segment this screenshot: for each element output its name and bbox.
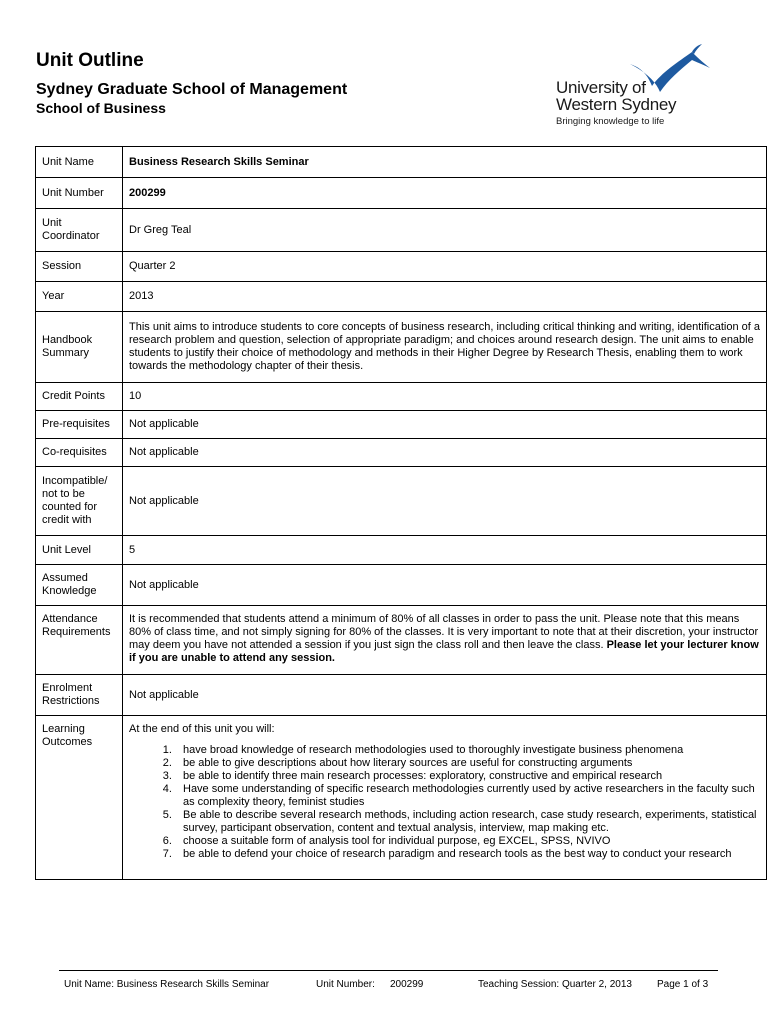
- logo-tagline: Bringing knowledge to life: [556, 116, 665, 127]
- table-row: [36, 467, 767, 536]
- list-item: 1. have broad knowledge of research methodologies used to thoroughly investigate business phenomena: [175, 744, 760, 757]
- sub-school-name: School of Business: [36, 100, 166, 116]
- footer-unit-number: 200299: [390, 979, 424, 990]
- list-item: 4. Have some understanding of specific research methodologies currently used by active researchers in the faculty such as complexity theory, feminist studies: [175, 783, 760, 809]
- table-row: [36, 178, 767, 209]
- table-row: [36, 606, 767, 675]
- footer-page-number: Page 1 of 3: [657, 979, 709, 990]
- year-label: Year: [36, 282, 123, 312]
- table-row: [36, 536, 767, 565]
- credit-points-value: 10: [123, 383, 767, 411]
- learning-outcomes-value: [123, 716, 767, 880]
- incompatible-label: Incompatible/ not to be counted for credit with: [36, 467, 123, 536]
- attendance-label: Attendance Requirements: [36, 606, 123, 675]
- session-label: Session: [36, 252, 123, 282]
- year-value: 2013: [123, 282, 767, 312]
- university-logo: [556, 42, 736, 132]
- footer-teaching-session: Teaching Session: Quarter 2, 2013: [478, 979, 632, 990]
- table-row: [36, 209, 767, 252]
- pre-requisites-label: Pre-requisites: [36, 411, 123, 439]
- table-row: [36, 383, 767, 411]
- unit-coordinator-label: Unit Coordinator: [36, 209, 123, 252]
- session-value: Quarter 2: [123, 252, 767, 282]
- table-row: [36, 282, 767, 312]
- page-title: Unit Outline: [36, 50, 144, 71]
- learning-outcomes-list: [129, 744, 760, 861]
- footer-unit-name: Unit Name: Business Research Skills Seminar: [64, 979, 270, 990]
- pre-requisites-value: Not applicable: [123, 411, 767, 439]
- table-row: [36, 716, 767, 880]
- footer-divider: [59, 970, 718, 971]
- assumed-knowledge-label: Assumed Knowledge: [36, 565, 123, 606]
- unit-level-label: Unit Level: [36, 536, 123, 565]
- logo-line-2: Western Sydney: [556, 95, 677, 114]
- credit-points-label: Credit Points: [36, 383, 123, 411]
- unit-level-value: 5: [123, 536, 767, 565]
- unit-outline-table: [35, 146, 767, 880]
- unit-name-value: Business Research Skills Seminar: [123, 147, 767, 178]
- handbook-summary-label: Handbook Summary: [36, 312, 123, 383]
- list-item: 2. be able to give descriptions about how literary sources are useful for constructing arguments: [175, 757, 760, 770]
- unit-coordinator-value: Dr Greg Teal: [123, 209, 767, 252]
- list-item: 6. choose a suitable form of analysis tool for individual purpose, eg EXCEL, SPSS, NVIVO: [175, 835, 760, 848]
- co-requisites-label: Co-requisites: [36, 439, 123, 467]
- list-item: 7. be able to defend your choice of research paradigm and research tools as the best way to conduct your research: [175, 848, 760, 861]
- enrolment-label: Enrolment Restrictions: [36, 675, 123, 716]
- table-row: [36, 675, 767, 716]
- handbook-summary-value: This unit aims to introduce students to core concepts of business research, including critical thinking and writing, identification of a research problem and question, selection of appropriate paradigm; and choices around research design. The unit aims to enable students to justify their choice of methodology and methods in their Higher Degree by Research Thesis, enabling them to work towards the methodology chapter of their thesis.: [123, 312, 767, 383]
- unit-number-label: Unit Number: [36, 178, 123, 209]
- list-item: 5. Be able to describe several research methods, including action research, case study research, experiments, statistical survey, participant observation, content and textual analysis, interview, map making etc.: [175, 809, 760, 835]
- logo-line-1: University of: [556, 78, 646, 97]
- unit-name-label: Unit Name: [36, 147, 123, 178]
- table-row: [36, 439, 767, 467]
- incompatible-value: Not applicable: [123, 467, 767, 536]
- table-row: [36, 252, 767, 282]
- unit-number-value: 200299: [123, 178, 767, 209]
- footer-unit-number-label: Unit Number:: [316, 979, 375, 990]
- assumed-knowledge-value: Not applicable: [123, 565, 767, 606]
- learning-outcomes-label: Learning Outcomes: [36, 716, 123, 880]
- co-requisites-value: Not applicable: [123, 439, 767, 467]
- table-row: [36, 147, 767, 178]
- table-row: [36, 411, 767, 439]
- table-row: [36, 565, 767, 606]
- table-row: [36, 312, 767, 383]
- school-name: Sydney Graduate School of Management: [36, 81, 348, 98]
- learning-outcomes-intro: At the end of this unit you will:: [129, 723, 275, 735]
- list-item: 3. be able to identify three main research processes: exploratory, constructive and empirical research: [175, 770, 760, 783]
- enrolment-value: Not applicable: [123, 675, 767, 716]
- attendance-value: It is recommended that students attend a minimum of 80% of all classes in order to pass the unit. Please note that this means 80% of class time, and not simply signing for 80% of the classes. It is very important to note that at their discretion, your instructor may deem you have not attended a session if you just sign the class roll and then leave the class. Please let your lecturer know if you are unable to attend any session.: [123, 606, 767, 675]
